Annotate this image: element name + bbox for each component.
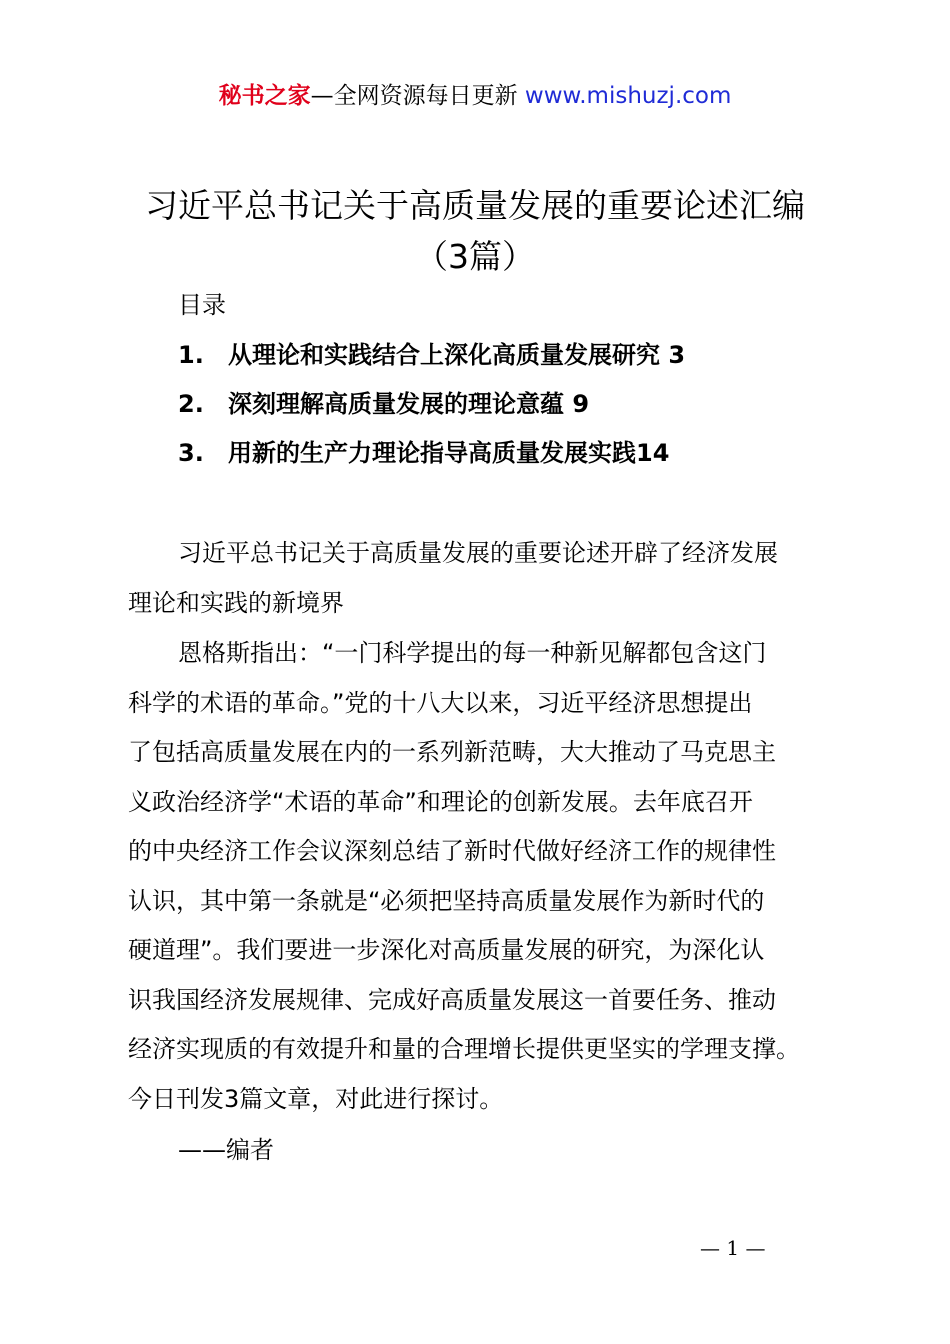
paragraph-line: 经济实现质的有效提升和量的合理增长提供更坚实的学理支撑。 bbox=[128, 1035, 800, 1063]
site-url-link[interactable]: www.mishuzj.com bbox=[524, 83, 732, 109]
toc-item-number: 1. bbox=[178, 341, 204, 369]
toc-item-text: 从理论和实践结合上深化高质量发展研究 3 bbox=[228, 341, 686, 369]
paragraph-line: ——编者 bbox=[178, 1136, 274, 1164]
paragraph-line: 科学的术语的革命。”党的十八大以来，习近平经济思想提出 bbox=[128, 688, 753, 717]
editor-note-paragraph bbox=[128, 629, 840, 1124]
paragraph-line: 的中央经济工作会议深刻总结了新时代做好经济工作的规律性 bbox=[128, 837, 776, 865]
site-brand: 秘书之家 bbox=[218, 83, 311, 109]
document-title: 习近平总书记关于高质量发展的重要论述汇编 bbox=[145, 186, 805, 225]
page-number: — 1 — bbox=[700, 1236, 766, 1260]
document-subtitle: （3篇） bbox=[415, 237, 535, 276]
toc-heading: 目录 bbox=[178, 291, 226, 319]
paragraph-line: 硬道理”。我们要进一步深化对高质量发展的研究，为深化认 bbox=[128, 936, 765, 964]
article-intro-paragraph bbox=[128, 529, 840, 628]
site-header bbox=[0, 80, 950, 112]
toc-item[interactable] bbox=[178, 337, 685, 373]
paragraph-line: 习近平总书记关于高质量发展的重要论述开辟了经济发展 bbox=[178, 539, 778, 567]
site-tagline: —全网资源每日更新 bbox=[310, 83, 518, 109]
toc-item[interactable] bbox=[178, 386, 589, 422]
toc-item-number: 2. bbox=[178, 390, 204, 418]
paragraph-line: 理论和实践的新境界 bbox=[128, 588, 344, 617]
paragraph-line: 识我国经济发展规律、完成好高质量发展这一首要任务、推动 bbox=[128, 985, 776, 1014]
toc-item[interactable] bbox=[178, 435, 669, 471]
paragraph-line: 了包括高质量发展在内的一系列新范畴，大大推动了马克思主 bbox=[128, 738, 776, 766]
toc-item-number: 3. bbox=[178, 439, 204, 467]
paragraph-line: 恩格斯指出：“一门科学提出的每一种新见解都包含这门 bbox=[178, 639, 767, 667]
paragraph-line: 义政治经济学“术语的革命”和理论的创新发展。去年底召开 bbox=[128, 787, 753, 816]
editor-signature bbox=[128, 1126, 840, 1176]
paragraph-line: 今日刊发3篇文章，对此进行探讨。 bbox=[128, 1084, 504, 1113]
paragraph-line: 认识，其中第一条就是“必须把坚持高质量发展作为新时代的 bbox=[128, 886, 765, 915]
toc-item-text: 深刻理解高质量发展的理论意蕴 9 bbox=[228, 390, 590, 418]
toc-item-text: 用新的生产力理论指导高质量发展实践14 bbox=[228, 439, 670, 467]
